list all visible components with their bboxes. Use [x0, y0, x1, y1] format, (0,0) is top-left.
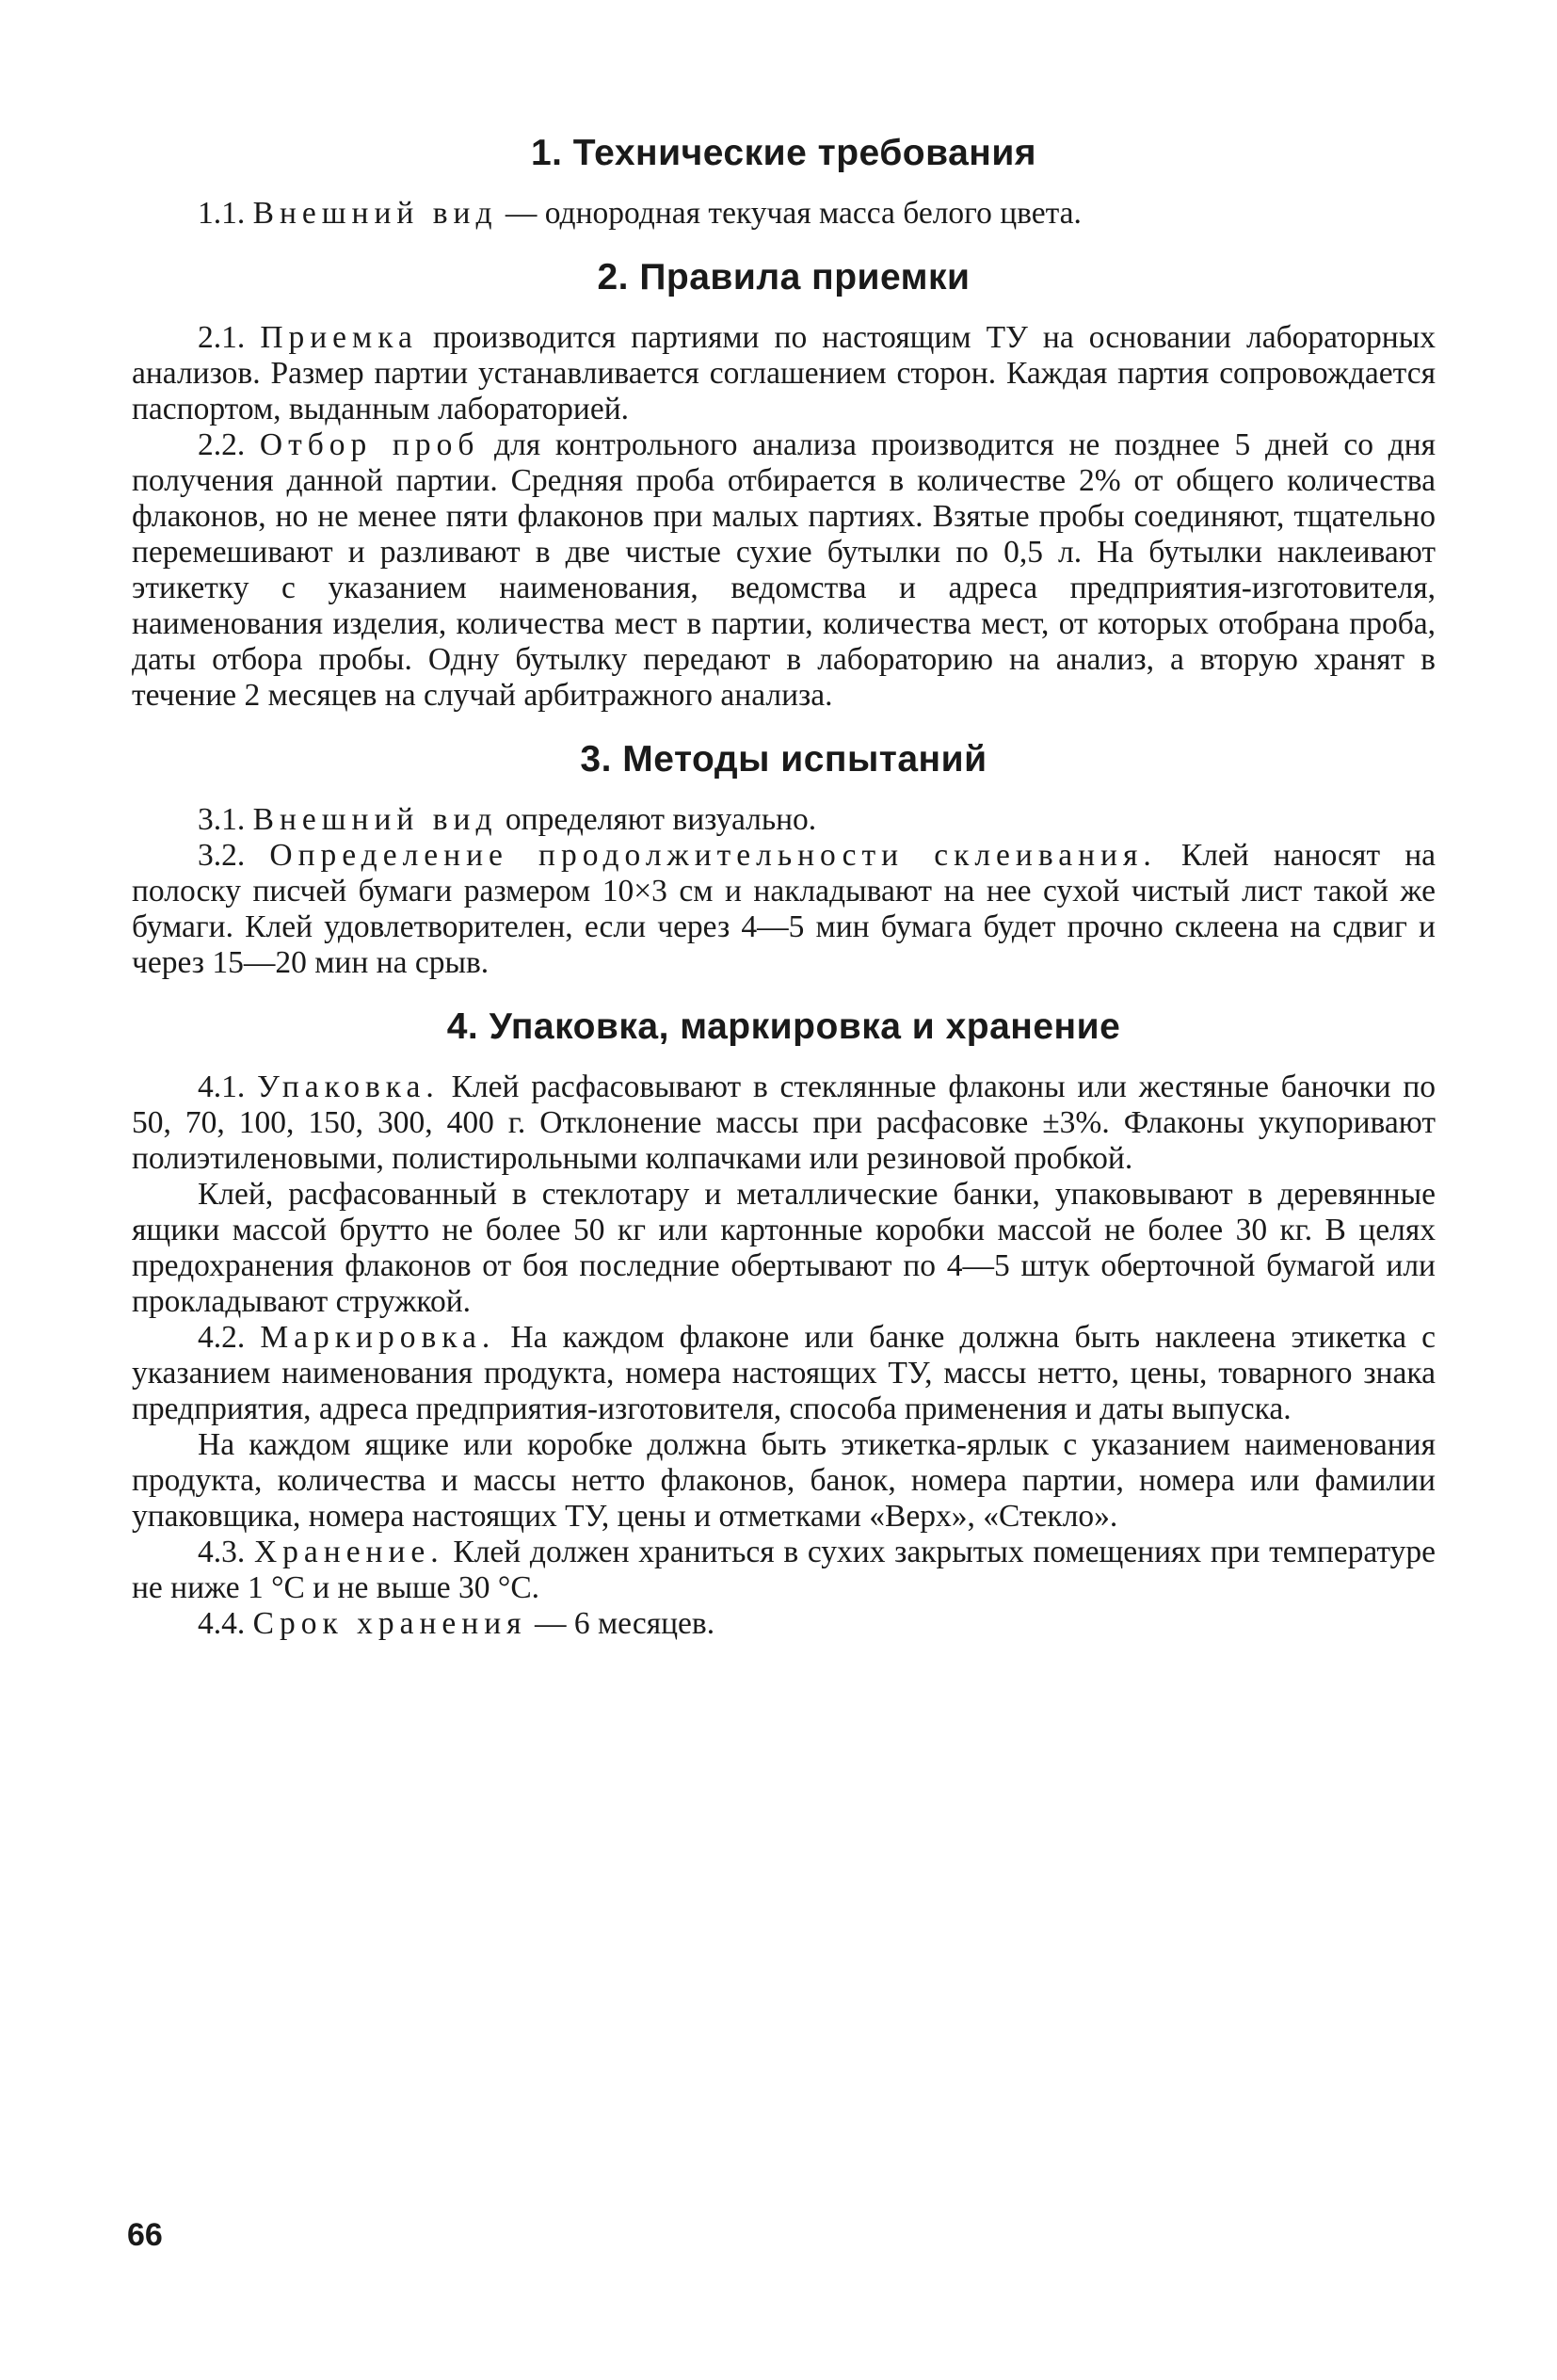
paragraph: [132, 320, 1436, 427]
paragraph-term: Маркировка.: [260, 1320, 496, 1355]
paragraph-term: Упаковка.: [257, 1069, 440, 1104]
paragraph-text: — 6 месяцев.: [526, 1606, 715, 1641]
section-technical-requirements: [132, 132, 1436, 232]
paragraph: [132, 196, 1436, 232]
document-body: [132, 132, 1436, 1666]
paragraph-text: Клей расфасовывают в стеклянные флаконы или жестяные баночки по 50, 70, 100, 150, 300, 400 г. Отклонение массы при расфасовке ±3%. Флаконы укупоривают полиэтиленовыми, полистирольными колпачками или резиновой пробкой.: [132, 1069, 1437, 1176]
paragraph: [132, 1320, 1436, 1427]
paragraph: [132, 1535, 1436, 1606]
paragraph-number: 4.3.: [198, 1535, 246, 1569]
paragraph: [132, 1427, 1436, 1535]
paragraph-number: 1.1.: [198, 196, 246, 231]
paragraph-number: 4.4.: [198, 1606, 246, 1641]
paragraph: [132, 802, 1436, 838]
paragraph-number: 4.2.: [198, 1320, 246, 1355]
paragraph-term: Приемка: [260, 320, 418, 355]
paragraph-text: На каждом ящике или коробке должна быть этикетка-ярлык с указанием наименования продукта, количества и массы нетто флаконов, банок, номера партии, номера или фамилии упаковщика, номера настоящих ТУ, цены и отметками «Верх», «Стекло».: [132, 1427, 1436, 1534]
paragraph: [132, 427, 1436, 714]
paragraph: [132, 1069, 1436, 1177]
paragraph-term: Определение продолжительности склеивания.: [269, 838, 1157, 873]
paragraph-term: Внешний вид: [252, 196, 498, 231]
paragraph-term: Внешний вид: [252, 802, 498, 837]
paragraph-text: Клей наносят на полоску писчей бумаги размером 10×3 см и накладывают на нее сухой чистый лист такой же бумаги. Клей удовлетворителен, если через 4—5 мин бумага будет прочно склеена на сдвиг и через 15—20 мин на срыв.: [132, 838, 1436, 980]
paragraph-text: — однородная текучая масса белого цвета.: [497, 196, 1082, 231]
paragraph-number: 4.1.: [198, 1069, 246, 1104]
paragraph-text: для контрольного анализа производится не позднее 5 дней со дня получения данной партии. Средняя проба отбирается в количестве 2% от общего количества флаконов, но не менее пяти флаконов при малых партиях. Взятые пробы соединяют, тщательно перемешивают и разливают в две чистые сухие бутылки по 0,5 л. На бутылки наклеивают этикетку с указанием наименования, ведомства и адреса предприятия-изготовителя, наименования изделия, количества мест в партии, количества мест, от которых отобрана проба, даты отбора пробы. Одну бутылку передают в лабораторию на анализ, а вторую хранят в течение 2 месяцев на случай арбитражного анализа.: [132, 427, 1436, 713]
section-title: 3. Методы испытаний: [580, 739, 987, 780]
paragraph-number: 2.1.: [198, 320, 246, 355]
paragraph-number: 3.1.: [198, 802, 246, 837]
section-title: 4. Упаковка, маркировка и хранение: [446, 1006, 1121, 1047]
paragraph: [132, 1177, 1436, 1320]
section-packaging-marking-storage: [132, 1005, 1436, 1642]
paragraph-text: определяют визуально.: [497, 802, 817, 837]
paragraph-term: Хранение.: [253, 1535, 444, 1569]
section-title: 2. Правила приемки: [597, 257, 971, 298]
paragraph-text: производится партиями по настоящим ТУ на основании лабораторных анализов. Размер партии устанавливается соглашением сторон. Каждая партия сопровождается паспортом, выданным лабораторией.: [132, 320, 1436, 426]
section-test-methods: [132, 738, 1436, 981]
paragraph-term: Срок хранения: [252, 1606, 527, 1641]
paragraph-text: Клей, расфасованный в стеклотару и металлические банки, упаковывают в деревянные ящики массой брутто не более 50 кг или картонные коробки массой не более 30 кг. В целях предохранения флаконов от боя последние обертывают по 4—5 штук оберточной бумагой или прокладывают стружкой.: [132, 1177, 1436, 1319]
section-acceptance-rules: [132, 256, 1436, 714]
paragraph-text: На каждом флаконе или банке должна быть наклеена этикетка с указанием наименования продукта, номера настоящих ТУ, массы нетто, цены, товарного знака предприятия, адреса предприятия-изготовителя, способа применения и даты выпуска.: [132, 1320, 1437, 1426]
paragraph-number: 3.2.: [198, 838, 246, 873]
paragraph: [132, 838, 1436, 981]
paragraph-term: Отбор проб: [259, 427, 480, 462]
paragraph: [132, 1606, 1436, 1642]
page-number: 66: [127, 2217, 163, 2253]
paragraph-number: 2.2.: [198, 427, 246, 462]
section-title: 1. Технические требования: [530, 133, 1037, 173]
paragraph-text: Клей должен храниться в сухих закрытых помещениях при температуре не ниже 1 °С и не выше 30 °С.: [132, 1535, 1436, 1605]
